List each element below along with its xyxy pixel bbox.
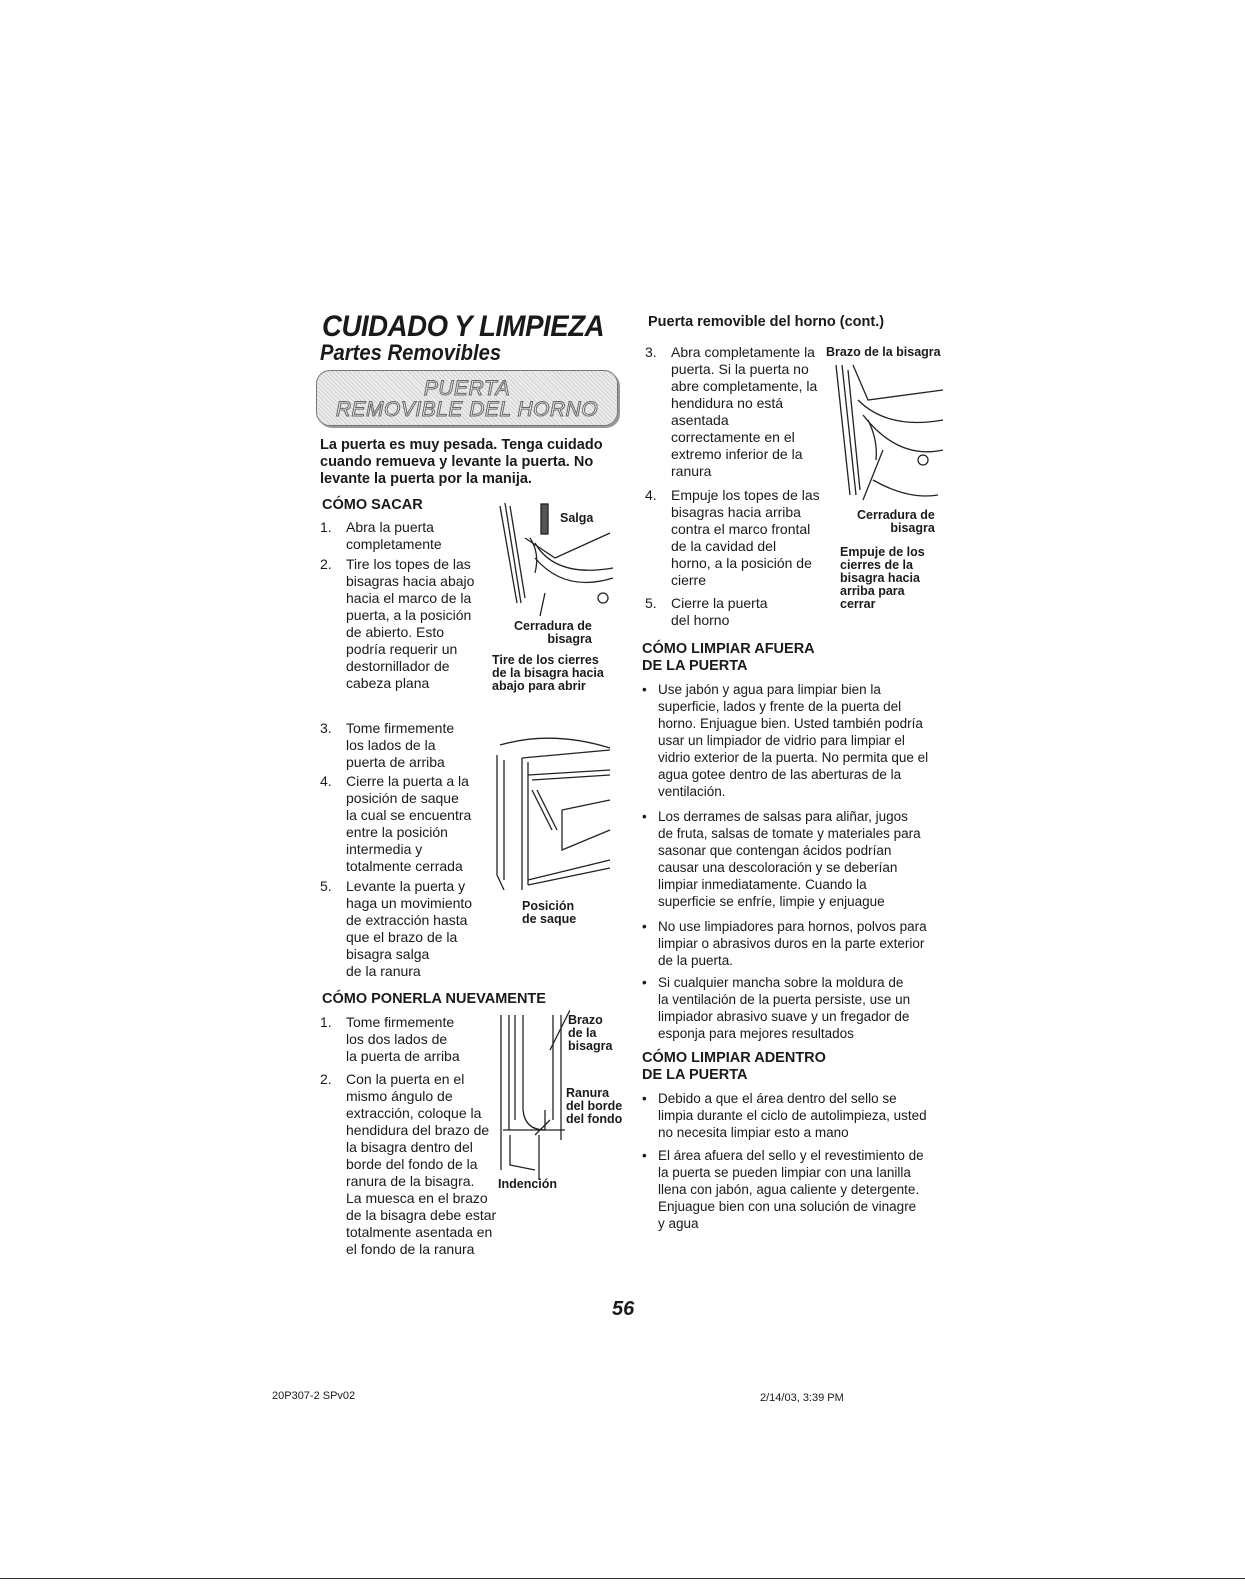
fig2-caption: Posición de saque xyxy=(522,899,577,926)
bottom-edge-line xyxy=(0,1578,1245,1579)
banner-line2: REMOVIBLE DEL HORNO xyxy=(335,398,599,421)
oven-door-illustration xyxy=(492,730,617,895)
step-sacar-5: 5. Levante la puerta y haga un movimiento de extracción hasta que el brazo de la bisagra salga de la ranura xyxy=(320,878,473,979)
fig3-indencion-label: Indención xyxy=(498,1177,558,1191)
fig4-caption: Empuje de los cierres de la bisagra hacia arriba para cerrar xyxy=(840,545,925,611)
fig1-caption: Tire de los cierres de la bisagra hacia abajo para abrir xyxy=(492,653,604,693)
hinge-release-illustration xyxy=(495,498,620,618)
step-sacar-4: 4. Cierre la puerta a la posición de saque la cual se encuentra entre la posición intermedia y totalmente cerrada xyxy=(320,773,472,874)
afuera-bullet-4: • Si cualquier mancha sobre la moldura de la ventilación de la puerta persiste, use un limpiador abrasivo suave y un fregador de esponja para mejores resultados xyxy=(642,975,911,1041)
como-sacar-heading: CÓMO SACAR xyxy=(322,497,423,513)
step-ponerla-2: 2. Con la puerta en el mismo ángulo de extracción, coloque la hendidura del brazo de la bisagra dentro del borde del fondo de la ranura de la bisagra. La muesca en el brazo de la bisagra debe estar totalmente asentada en el fondo de la ranura xyxy=(320,1071,497,1257)
page-number: 56 xyxy=(612,1298,635,1320)
fig4-brazo-label: Brazo de la bisagra xyxy=(826,345,941,359)
afuera-bullet-1: • Use jabón y agua para limpiar bien la superficie, lados y frente de la puerta del horno. Enjuague bien. Usted también podría usar un limpiador de vidrio para limpiar el vidrio exterior de la puerta. No permita que el agua gotee dentro de las aberturas de la ventilación. xyxy=(642,682,929,799)
fig1-salga-label: Salga xyxy=(560,511,594,525)
section-title: CUIDADO Y LIMPIEZA xyxy=(322,310,605,343)
adentro-bullet-2: • El área afuera del sello y el revestimiento de la puerta se pueden limpiar con una lanilla llena con jabón, agua caliente y detergente. Enjuague bien con una solución de vinagre y agua xyxy=(642,1148,924,1231)
afuera-bullet-2: • Los derrames de salsas para aliñar, jugos de fruta, salsas de tomate y materiales para sasonar que contengan ácidos podrían causar una descoloración y se deberían limpiar inmediatamente. Cuando la superficie se enfríe, limpie y enjuague xyxy=(642,809,921,909)
step-sacar-1: 1. Abra la puerta completamente xyxy=(320,519,442,552)
hinge-lock-illustration xyxy=(828,360,946,505)
section-subtitle: Partes Removibles xyxy=(320,340,502,365)
footer-right: 2/14/03, 3:39 PM xyxy=(760,1392,844,1404)
footer-left: 20P307-2 SPv02 xyxy=(272,1390,356,1402)
fig4-cerradura-label: Cerradura de bisagra xyxy=(857,508,935,535)
banner-line1: PUERTA xyxy=(423,377,511,400)
right-heading: Puerta removible del horno (cont.) xyxy=(648,314,885,330)
step-ponerla-1: 1. Tome firmemente los dos lados de la puerta de arriba xyxy=(320,1014,460,1064)
step-right-5: 5. Cierre la puerta del horno xyxy=(645,595,768,628)
hinge-slot-illustration xyxy=(495,1010,570,1180)
adentro-bullet-1: • Debido a que el área dentro del sello se limpia durante el ciclo de autolimpieza, usted no necesita limpiar esto a mano xyxy=(642,1091,927,1140)
como-ponerla-heading: CÓMO PONERLA NUEVAMENTE xyxy=(322,991,546,1007)
adentro-heading: CÓMO LIMPIAR ADENTRO DE LA PUERTA xyxy=(642,1050,826,1083)
afuera-heading: CÓMO LIMPIAR AFUERA DE LA PUERTA xyxy=(642,641,815,674)
banner xyxy=(316,370,618,426)
step-sacar-2: 2. Tire los topes de las bisagras hacia abajo hacia el marco de la puerta, a la posición de abierto. Esto podría requerir un destornillador de cabeza plana xyxy=(320,556,475,691)
step-right-3: 3. Abra completamente la puerta. Si la puerta no abre completamente, la hendidura no está asentada correctamente en el extremo inferior de la ranura xyxy=(645,344,818,479)
step-sacar-3: 3. Tome firmemente los lados de la puerta de arriba xyxy=(320,720,455,770)
fig1-cerradura-label: Cerradura de bisagra xyxy=(514,619,592,646)
warning-text: La puerta es muy pesada. Tenga cuidado cuando remueva y levante la puerta. No levante la puerta por la manija. xyxy=(320,437,603,487)
afuera-bullet-3: • No use limpiadores para hornos, polvos para limpiar o abrasivos duros en la parte exterior de la puerta. xyxy=(642,919,927,968)
fig3-brazo-label: Brazo de la bisagra xyxy=(568,1013,613,1053)
step-right-4: 4. Empuje los topes de las bisagras hacia arriba contra el marco frontal de la cavidad del horno, a la posición de cierre xyxy=(645,487,820,588)
fig3-ranura-label: Ranura del borde del fondo xyxy=(566,1086,623,1126)
